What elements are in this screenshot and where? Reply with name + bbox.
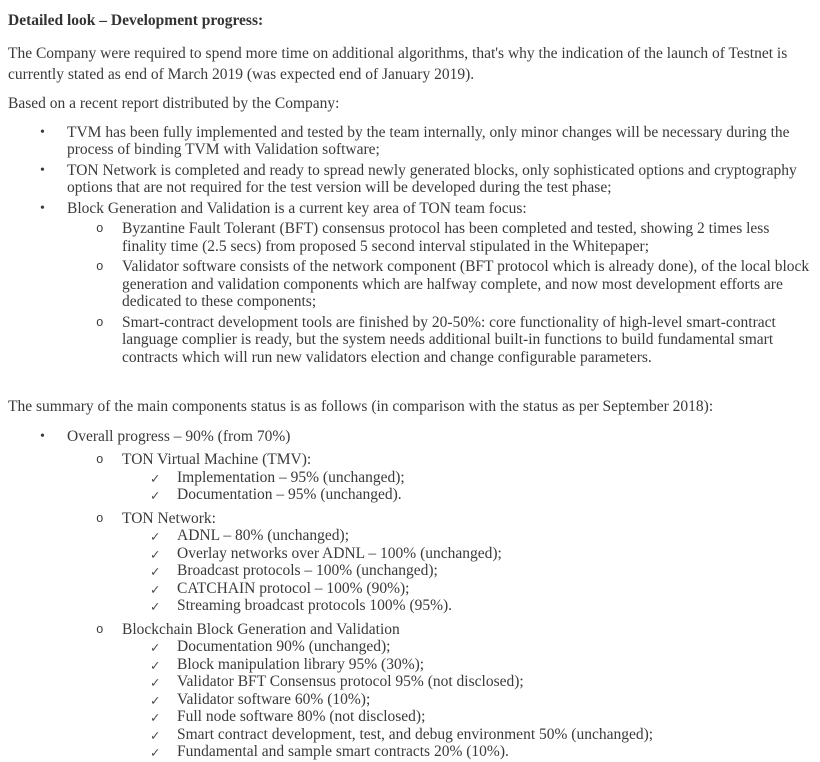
list-item-text: Smart contract development, test, and debug environment 50% (unchanged);	[177, 725, 654, 743]
list-item	[8, 673, 812, 691]
list-item-text: Documentation – 95% (unchanged).	[177, 486, 402, 503]
summary-paragraph: The summary of the main components status is as follows (in comparison with the status as per September 2018):	[8, 398, 714, 415]
list-item	[8, 621, 812, 639]
check-icon: ✓	[150, 581, 161, 597]
list-item-text: Streaming broadcast protocols 100% (95%).	[177, 597, 453, 614]
list-item	[8, 527, 812, 545]
list-item	[8, 656, 812, 674]
bullet-icon: •	[40, 428, 45, 444]
list-item-text: Broadcast protocols – 100% (unchanged);	[177, 562, 438, 579]
check-icon: ✓	[150, 564, 161, 579]
bullet-icon: •	[40, 162, 45, 178]
list-item-text: Blockchain Block Generation and Validation	[122, 620, 400, 638]
list-item	[8, 691, 812, 709]
report-list	[8, 124, 812, 367]
check-icon: ✓	[150, 640, 161, 655]
list-item	[8, 314, 812, 367]
circle-bullet-icon: o	[96, 511, 104, 526]
list-item	[8, 743, 812, 761]
check-icon: ✓	[150, 546, 161, 562]
summary-list	[8, 428, 812, 761]
bullet-icon: •	[40, 124, 45, 140]
check-icon: ✓	[150, 488, 161, 503]
check-icon: ✓	[150, 470, 161, 486]
check-icon: ✓	[150, 657, 161, 673]
list-item	[8, 638, 812, 656]
list-item	[8, 562, 812, 580]
list-item	[8, 162, 812, 197]
list-item	[8, 510, 812, 528]
list-item	[8, 726, 812, 744]
document-heading: Detailed look – Development progress:	[8, 12, 264, 29]
check-icon: ✓	[150, 692, 161, 708]
list-item-text: TON Network:	[122, 509, 216, 527]
list-item	[8, 486, 812, 504]
list-item-text: Validator BFT Consensus protocol 95% (not disclosed);	[177, 673, 524, 690]
circle-bullet-icon: o	[96, 222, 104, 236]
list-item-text: Block Generation and Validation is a current key area of TON team focus:	[67, 199, 527, 217]
list-item-text: Implementation – 95% (unchanged);	[177, 468, 405, 486]
list-item	[8, 469, 812, 487]
circle-bullet-icon: o	[96, 315, 104, 330]
list-item-text: TON Network is completed and ready to spread newly generated blocks, only sophisticated options and cryptography options that are not required for the test version will be developed during the test phase;	[67, 161, 797, 196]
circle-bullet-icon: o	[96, 622, 104, 637]
intro-paragraph-2: Based on a recent report distributed by the Company:	[8, 95, 340, 112]
list-item-text: ADNL – 80% (unchanged);	[177, 527, 350, 544]
check-icon: ✓	[150, 745, 161, 760]
check-icon: ✓	[150, 727, 161, 743]
list-item-text: Validator software 60% (10%);	[177, 690, 371, 708]
intro-paragraph-1: The Company were required to spend more time on additional algorithms, that's why the indication of the launch of Testnet is currently stated as end of March 2019 (was expected end of January 2019).	[8, 45, 788, 83]
list-item-text: Byzantine Fault Tolerant (BFT) consensus protocol has been completed and tested, showing 2 times less finality time (2.5 secs) from proposed 5 second interval stipulated in the Whitepaper;	[122, 220, 770, 255]
list-item-text: Validator software consists of the network component (BFT protocol which is already done), of the local block generation and validation components which are halfway complete, and now most development efforts are dedicated to these components;	[122, 258, 810, 310]
list-item	[8, 597, 812, 615]
bullet-icon: •	[40, 200, 45, 216]
list-item	[8, 545, 812, 563]
list-item	[8, 708, 812, 726]
list-item-text: Smart-contract development tools are finished by 20-50%: core functionality of high-level smart-contract language complier is ready, but the system needs additional built-in functions to build fundamental smart contracts which will run new validators election and change configurable parameters.	[122, 313, 776, 366]
list-item	[8, 200, 812, 218]
list-item-text: TVM has been fully implemented and tested by the team internally, only minor changes will be necessary during the process of binding TVM with Validation software;	[67, 123, 790, 158]
check-icon: ✓	[150, 529, 161, 544]
list-item	[8, 124, 812, 159]
list-item-text: Full node software 80% (not disclosed);	[177, 708, 426, 725]
list-item-text: CATCHAIN protocol – 100% (90%);	[177, 579, 410, 597]
list-item	[8, 580, 812, 598]
list-item-text: Documentation 90% (unchanged);	[177, 638, 391, 655]
check-icon: ✓	[150, 599, 161, 614]
list-item	[8, 220, 812, 255]
circle-bullet-icon: o	[96, 260, 104, 274]
list-item-text: TON Virtual Machine (TMV):	[122, 451, 312, 468]
list-item-text: Fundamental and sample smart contracts 20% (10%).	[177, 743, 509, 760]
list-item-text: Overall progress – 90% (from 70%)	[67, 427, 291, 445]
check-icon: ✓	[150, 710, 161, 725]
list-item	[8, 258, 812, 311]
check-icon: ✓	[150, 675, 161, 690]
list-item-text: Block manipulation library 95% (30%);	[177, 655, 425, 673]
list-item	[8, 451, 812, 469]
circle-bullet-icon: o	[96, 453, 104, 467]
list-item-text: Overlay networks over ADNL – 100% (unchanged);	[177, 544, 502, 562]
list-item	[8, 428, 812, 446]
